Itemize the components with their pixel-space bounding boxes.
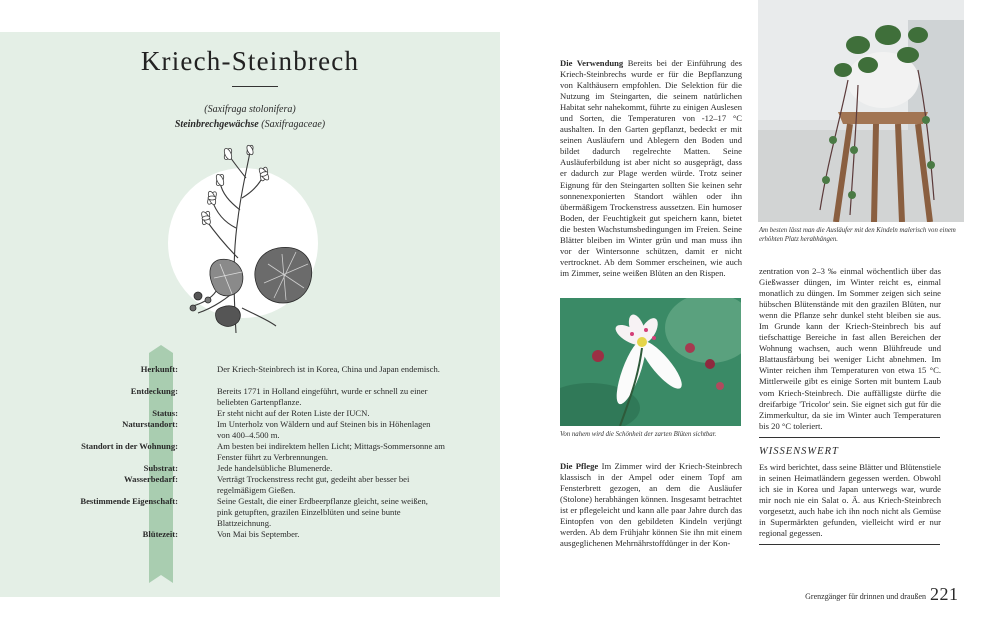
flower-caption: Von nahem wird die Schönheit der zarten Blüten sichtbar.: [560, 431, 717, 438]
fact-value: Am besten bei indirektem hellen Licht; Mittags-Sommersonne am Fenster führt zu Verbrennungen.: [217, 441, 445, 463]
running-footer: Grenzgänger für drinnen und draußen: [805, 592, 926, 601]
fact-label: Wasserbedarf:: [124, 474, 178, 484]
fact-value: Der Kriech-Steinbrech ist in Korea, China und Japan endemisch.: [217, 364, 440, 374]
hanging-plant-photo: [758, 0, 964, 222]
usage-heading: Die Verwendung: [560, 58, 624, 68]
info-box-top-rule: [759, 437, 940, 438]
plant-family: [0, 119, 500, 130]
fact-label: Entdeckung:: [130, 386, 178, 396]
care-continued-text: zentration von 2–3 ‰ einmal wöchentlich über das Gießwasser düngen, im Winter reicht es, einmal monatlich zu düngen. Im Sommer zeigen sich seine hübschen Blütenstände mit den grazilen Blüten, nur wenn die Pflanze sehr dunkel steht bleiben sie aus. Im Grunde kann der Kriech-Steinbrech bis auf tiefschattige Bereiche in fast allen Bereichen der Wohnung wachsen, auch wenn Blühfreude und Blattausfärbung bei weniger Licht abnehmen. Im Winter reichen ihm Temperaturen von etwa 15 °C. Mittlerweile gibt es einige Sorten mit buntem Laub vom Kriech-Steinbrech. Die auffälligste dürfte die dreifarbige 'Tricolor' sein. Sie eignet sich gut für die Zimmerkultur, da sie im Winter auch Temperaturen bis 20 °C toleriert.: [759, 266, 941, 431]
fact-label: Blütezeit:: [142, 529, 178, 539]
fact-value: Er steht nicht auf der Roten Liste der IUCN.: [217, 408, 370, 418]
flower-closeup-photo: [560, 298, 741, 426]
page-title: Kriech-Steinbrech: [140, 46, 360, 76]
info-box-text: Es wird berichtet, dass seine Blätter und Blütenstiele in seinen Heimatländern gegessen werden. Obwohl ich sie in Korea und Japan unterwegs war, wurde mir noch nie ein Salat o. Ä. aus Kriech-Steinbrech vorgesetzt, auch habe ich ihn noch nicht als Gemüse in Supermärkten gefunden, vielleicht wird er nur regional gegessen.: [759, 462, 941, 539]
fact-label: Standort in der Wohnung:: [81, 441, 178, 451]
latin-name: (Saxifraga stolonifera): [204, 104, 296, 115]
fact-value: Seine Gestalt, die einer Erdbeerpflanze gleicht, seine weißen, pink getupften, grazilen Einzelblüten und seine bunte Blattzeichnung.: [217, 496, 428, 529]
info-box-heading: WISSENSWERT: [759, 446, 839, 457]
fact-label: Herkunft:: [140, 364, 178, 374]
usage-text: Bereits bei der Einführung des Kriech-Steinbrechs wurde er für die Bepflanzung von Kalthäusern empfohlen. Die Selektion für die Nutzung im Steingarten, die seinem natürlichen Habitat sehr nahekommt, führte zu einigen Auslesen und Sorten, die Temperaturen von -12–17 °C aushalten. In den Garten gepflanzt, bedeckt er mit seinen Ausläufern und Ablegern den Boden und bildet dadurch regelrechte Matten. Seine Ausläuferbildung ist aber nicht so ausgeprägt, dass er dadurch zur Plage werden würde. Trotz seiner Eignung für den Steingarten sollten Sie keinen sehr sonnenexponierten Standort wählen oder ihn übermäßigem Trockenstress aussetzen. Ein humoser Boden, der Feuchtigkeit gut speichern kann, bietet die besten Wachstumsbedingungen im Freien. Seine Blätter bleiben im Winter grün und man muss ihn vor der Wintersonne schützen, damit er nicht vertrocknet. Ab dem Sommer erscheinen, wie auch im Zimmer, seine weißen Blüten an den Rispen.: [560, 58, 742, 278]
fact-value: Von Mai bis September.: [217, 529, 300, 539]
usage-section: [560, 58, 742, 279]
page-number: 221: [930, 584, 959, 604]
title-divider: [232, 86, 278, 87]
info-box-bottom-rule: [759, 544, 940, 545]
fact-label: Naturstandort:: [122, 419, 178, 429]
botanical-illustration: [158, 138, 338, 338]
fact-value: Bereits 1771 in Holland eingeführt, wurde er schnell zu einer beliebten Gartenpflanze.: [217, 386, 428, 408]
care-section: [560, 461, 742, 549]
fact-value: Jede handelsübliche Blumenerde.: [217, 463, 333, 473]
plant-photo-caption: Am besten lässt man die Ausläufer mit den Kindeln malerisch von einem erhöhten Platz herabhängen.: [759, 227, 956, 243]
fact-label: Substrat:: [143, 463, 178, 473]
care-text: Im Zimmer wird der Kriech-Steinbrech klassisch in der Ampel oder einem Topf am Fensterbrett gezogen, an dem die Ausläufer (Stolone) herabhängen können. Insgesamt betrachtet ist er pflegeleicht und kann alle paar Jahre durch das Eintopfen von den gebildeten Kindeln verjüngt werden. Ab dem Frühjahr können Sie ihn mit einem ausgeglichenen Mehrnährstoffdünger in der Kon-: [560, 461, 742, 549]
family-latin: (Saxifragaceae): [261, 119, 326, 130]
fact-label: Status:: [152, 408, 178, 418]
care-heading: Die Pflege: [560, 461, 599, 471]
fact-label: Bestimmende Eigenschaft:: [80, 496, 178, 506]
fact-value: Verträgt Trockenstress recht gut, gedeiht aber besser bei regelmäßigem Gießen.: [217, 474, 410, 496]
fact-value: Im Unterholz von Wäldern und auf Steinen bis in Höhenlagen von 400–4.500 m.: [217, 419, 431, 441]
family-german: Steinbrechgewächse: [174, 119, 259, 130]
